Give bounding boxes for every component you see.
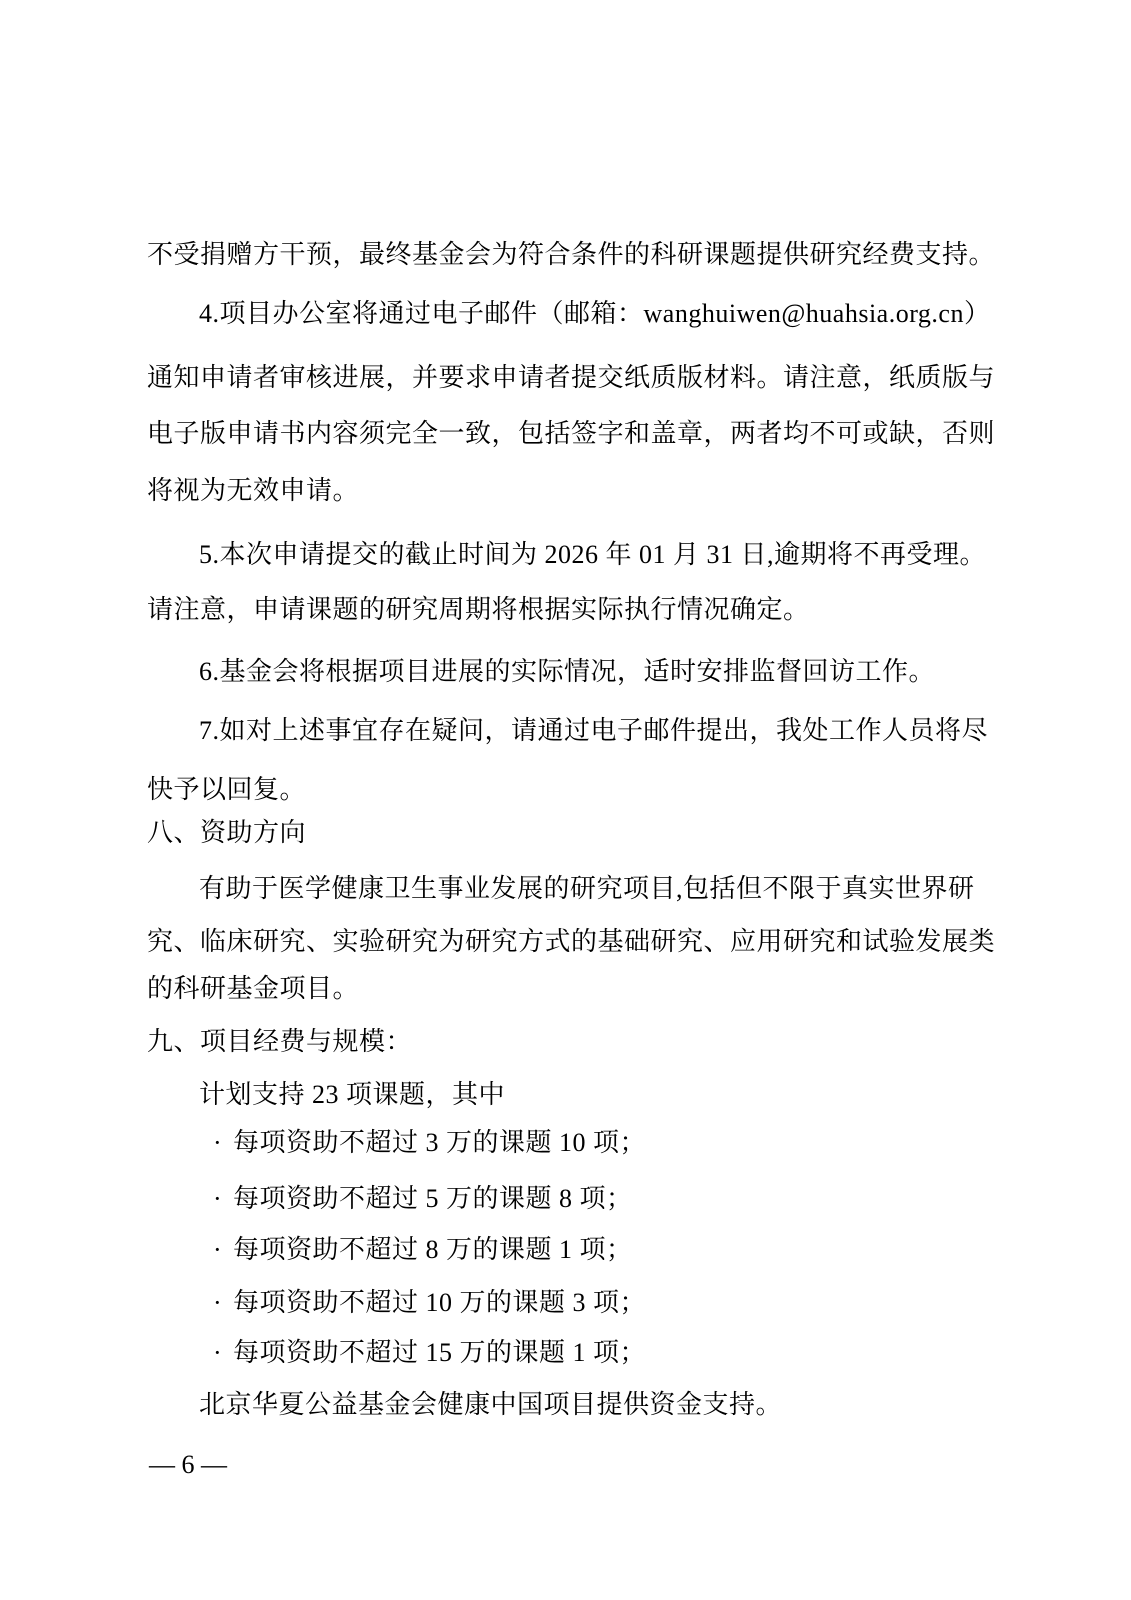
paragraph-line-medical-health: 有助于医学健康卫生事业发展的研究项目,包括但不限于真实世界研: [199, 874, 975, 903]
bullet-icon: ·: [213, 1184, 223, 1213]
paragraph-line-item-4-email: 4.项目办公室将通过电子邮件（邮箱：wanghuiwen@huahsia.org.cn）: [199, 299, 991, 328]
paragraph-line-item-5-deadline: 5.本次申请提交的截止时间为 2026 年 01 月 31 日,逾期将不再受理。: [199, 540, 987, 569]
bullet-text: 每项资助不超过 3 万的课题 10 项；: [233, 1128, 647, 1157]
bullet-icon: ·: [213, 1235, 223, 1264]
paragraph-line-notify-review: 通知申请者审核进展，并要求申请者提交纸质版材料。请注意，纸质版与: [147, 363, 996, 392]
bullet-text: 每项资助不超过 10 万的课题 3 项；: [233, 1288, 647, 1317]
bullet-text: 每项资助不超过 15 万的课题 1 项；: [233, 1338, 647, 1367]
paragraph-line-item-6-supervision: 6.基金会将根据项目进展的实际情况，适时安排监督回访工作。: [199, 657, 936, 686]
page-number: — 6 —: [149, 1450, 227, 1479]
bullet-line-grant-15w: [213, 1337, 646, 1370]
paragraph-line-item-7-questions: 7.如对上述事宜存在疑问，请通过电子邮件提出，我处工作人员将尽: [199, 716, 989, 745]
bullet-line-grant-3w: [213, 1127, 646, 1160]
section-heading-funding-direction: 八、资助方向: [147, 818, 307, 847]
paragraph-line-funding-source: 北京华夏公益基金会健康中国项目提供资金支持。: [199, 1390, 783, 1419]
bullet-icon: ·: [213, 1128, 223, 1157]
bullet-text: 每项资助不超过 5 万的课题 8 项；: [233, 1184, 633, 1213]
paragraph-line-reply-soon: 快予以回复。: [147, 775, 307, 804]
bullet-text: 每项资助不超过 8 万的课题 1 项；: [233, 1235, 633, 1264]
paragraph-line-paper-electronic: 电子版申请书内容须完全一致，包括签字和盖章，两者均不可或缺，否则: [147, 419, 996, 448]
paragraph-line-donor-independence: 不受捐赠方干预，最终基金会为符合条件的科研课题提供研究经费支持。: [147, 240, 996, 269]
bullet-icon: ·: [213, 1288, 223, 1317]
paragraph-line-research-period: 请注意，申请课题的研究周期将根据实际执行情况确定。: [147, 595, 810, 624]
paragraph-line-fund-projects: 的科研基金项目。: [147, 974, 360, 1003]
paragraph-line-research-types: 究、临床研究、实验研究为研究方式的基础研究、应用研究和试验发展类: [147, 927, 996, 956]
section-heading-budget-scale: 九、项目经费与规模：: [147, 1027, 413, 1056]
paragraph-line-planned-projects: 计划支持 23 项课题，其中: [199, 1080, 506, 1109]
bullet-line-grant-5w: [213, 1183, 633, 1216]
paragraph-line-invalid-application: 将视为无效申请。: [147, 476, 360, 505]
bullet-line-grant-8w: [213, 1234, 633, 1267]
bullet-icon: ·: [213, 1338, 223, 1367]
bullet-line-grant-10w: [213, 1287, 646, 1320]
